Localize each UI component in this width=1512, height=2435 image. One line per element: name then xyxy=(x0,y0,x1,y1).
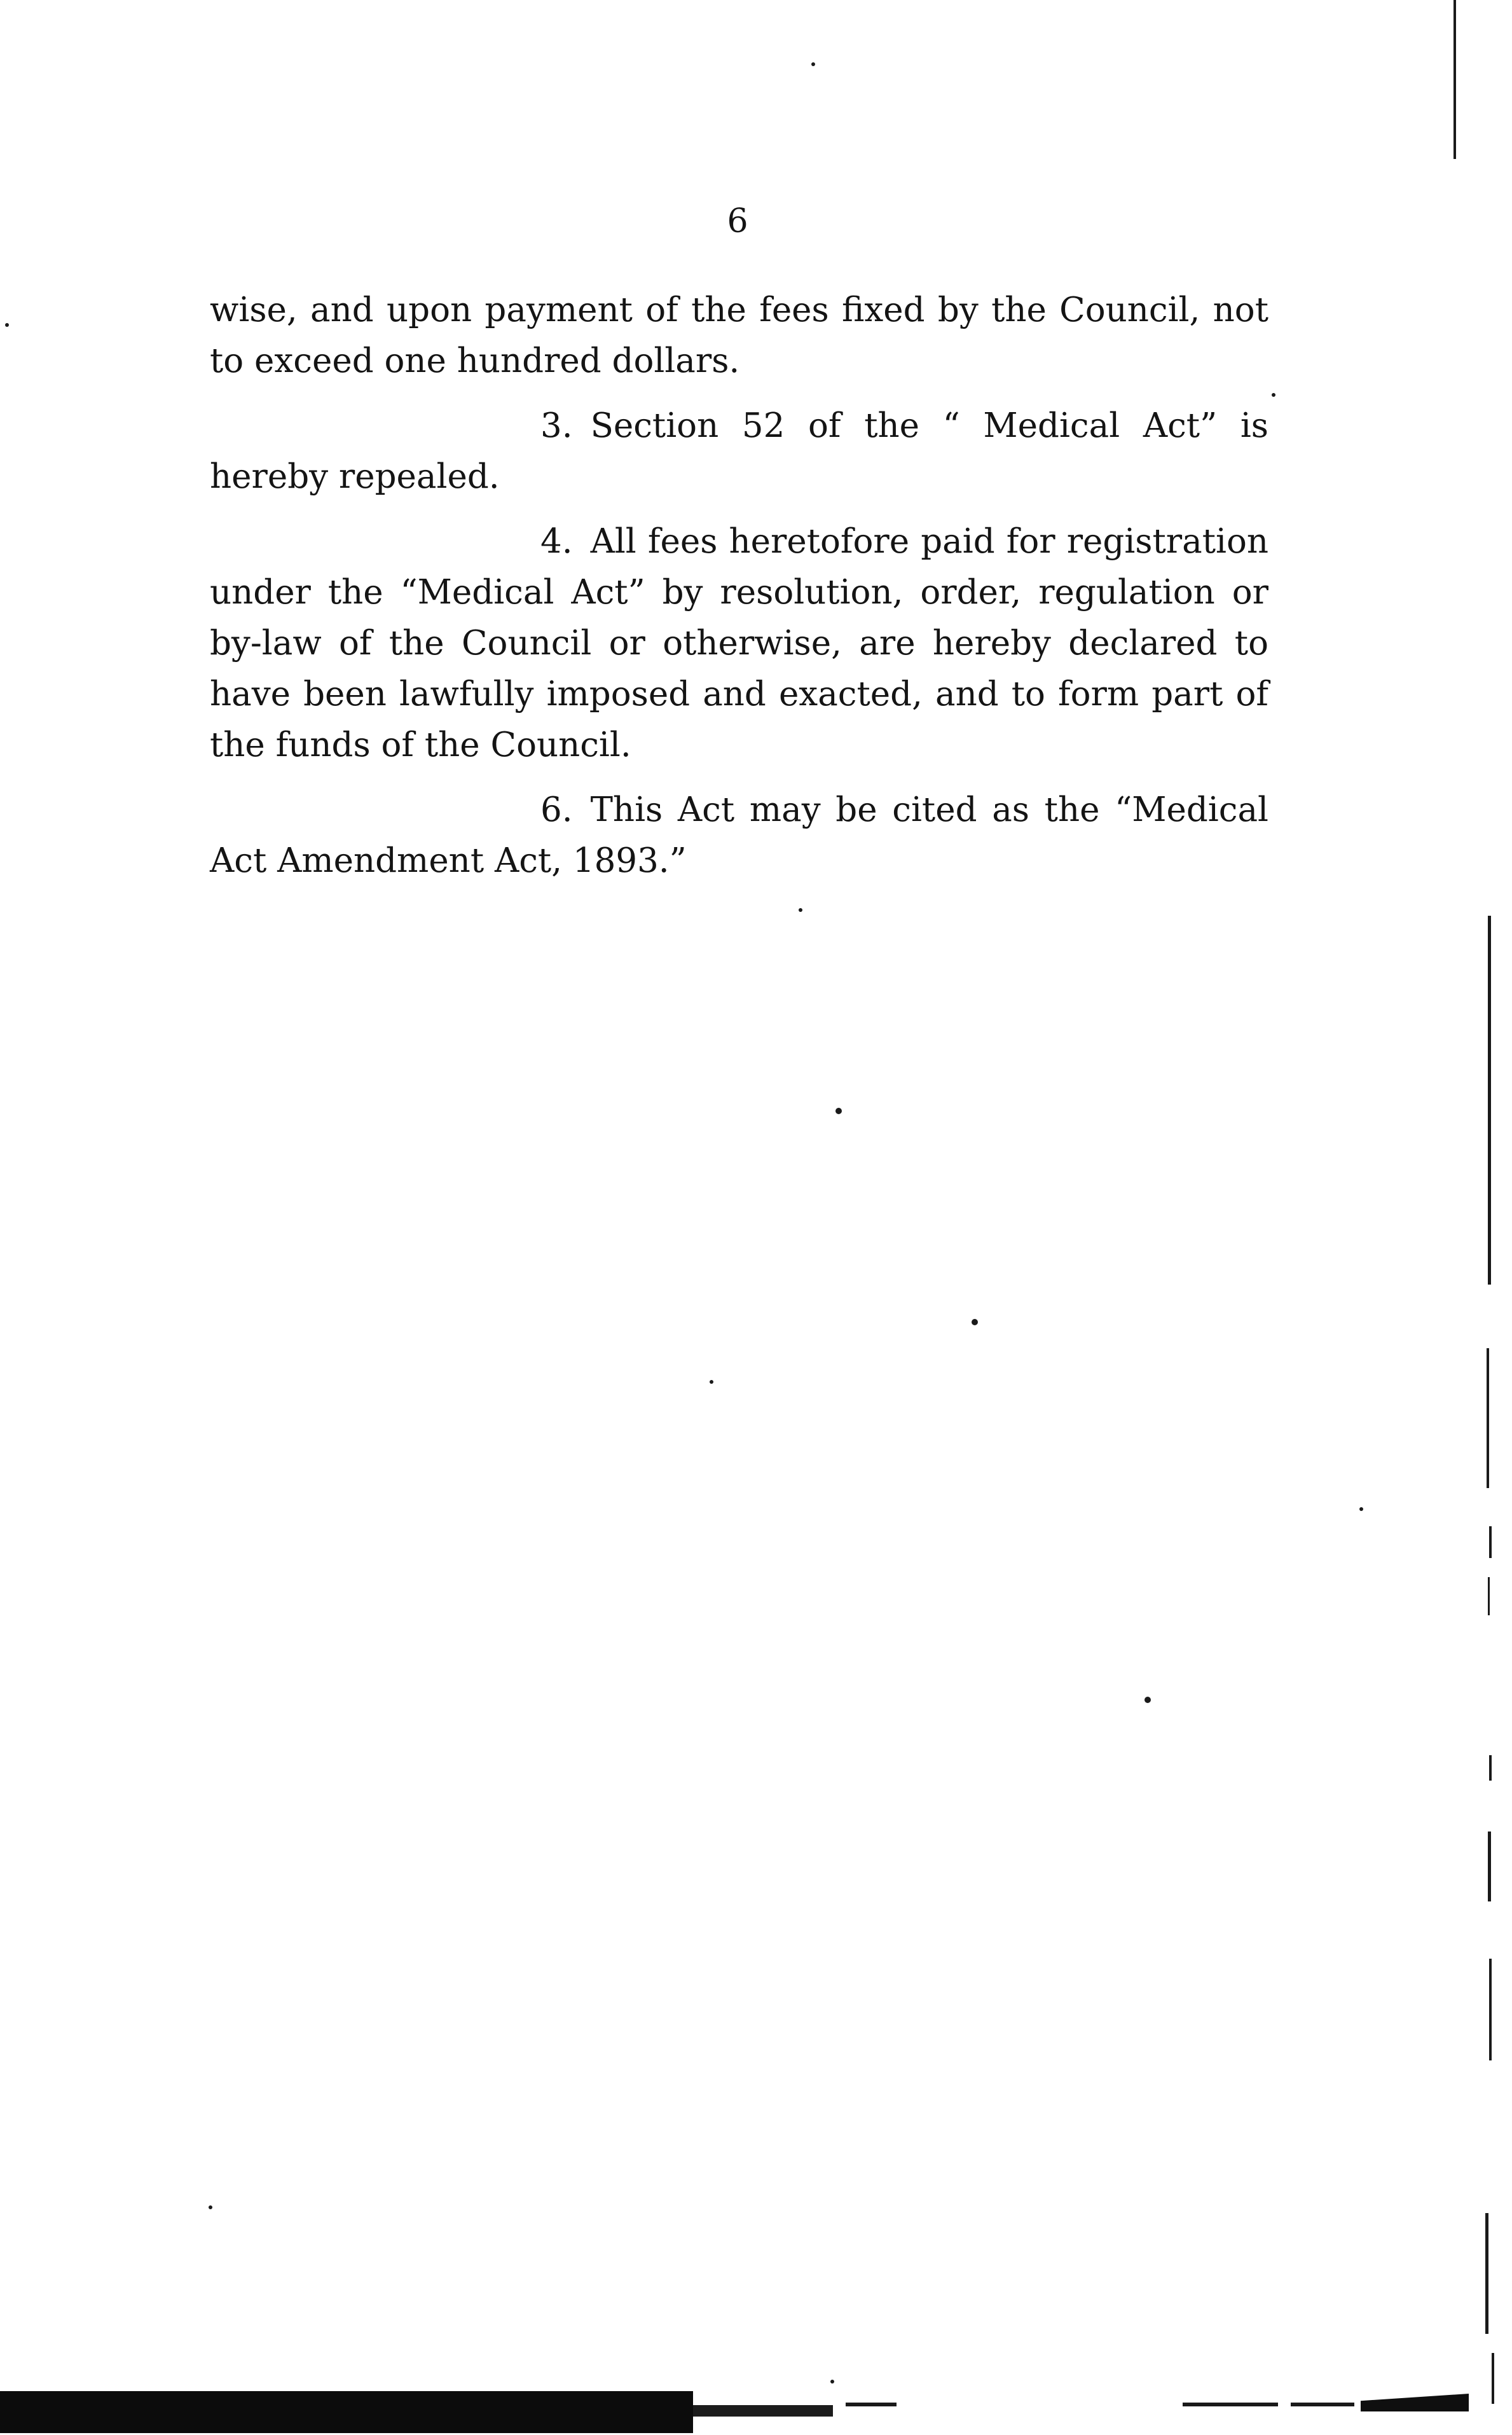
paragraph-continuation xyxy=(210,285,1268,387)
scan-edge-line xyxy=(1489,1959,1492,2060)
scan-speck xyxy=(5,323,9,327)
section-3 xyxy=(210,401,1268,502)
scan-bottom-dash xyxy=(1183,2403,1278,2406)
scan-edge-line xyxy=(1488,1577,1490,1615)
scan-speck xyxy=(835,1108,842,1114)
paragraph-text: wise, and upon payment of the fees fixed by the Council, not to exceed one hundred dollars. xyxy=(210,291,1268,380)
section-text: Section 52 of the “ Medical Act” is hereby repealed. xyxy=(210,406,1268,496)
scan-speck xyxy=(972,1319,978,1325)
page-number: 6 xyxy=(727,202,748,240)
scan-edge-line xyxy=(1488,1831,1491,1901)
scan-bottom-bar xyxy=(0,2391,693,2433)
body-text xyxy=(210,285,1268,886)
section-text: All fees heretofore paid for registration under the “Medical Act” by resolution, order, regulation or by-law of the Council or otherwise, are hereby declared to have been lawfully imposed and exacted, and to form part of the funds of the Council. xyxy=(210,522,1268,764)
scan-speck xyxy=(811,62,815,66)
scan-bottom-dash xyxy=(1291,2403,1354,2406)
scan-speck xyxy=(1272,393,1275,397)
scan-edge-line xyxy=(1489,1755,1492,1781)
section-text: This Act may be cited as the “Medical Act Amendment Act, 1893.” xyxy=(210,790,1268,880)
scan-edge-line xyxy=(1488,916,1491,1285)
scan-edge-line xyxy=(1485,2213,1488,2334)
scan-speck xyxy=(799,908,802,912)
scan-bottom-dash xyxy=(846,2403,897,2406)
section-number: 3. xyxy=(540,406,573,445)
scan-speck xyxy=(209,2205,212,2209)
scan-speck xyxy=(710,1380,713,1384)
scan-edge-line xyxy=(1492,2353,1494,2404)
scan-edge-line xyxy=(1489,1526,1492,1558)
scan-bottom-bar xyxy=(693,2405,833,2417)
section-number: 4. xyxy=(540,522,573,561)
scan-speck xyxy=(1359,1507,1363,1511)
section-number: 6. xyxy=(540,790,573,829)
scan-speck xyxy=(1144,1697,1151,1703)
scan-edge-line xyxy=(1454,0,1456,159)
scan-speck xyxy=(830,2380,834,2383)
section-4 xyxy=(210,516,1268,771)
scan-edge-line xyxy=(1487,1348,1489,1488)
section-6 xyxy=(210,785,1268,886)
scan-bottom-mark xyxy=(1361,2394,1469,2411)
